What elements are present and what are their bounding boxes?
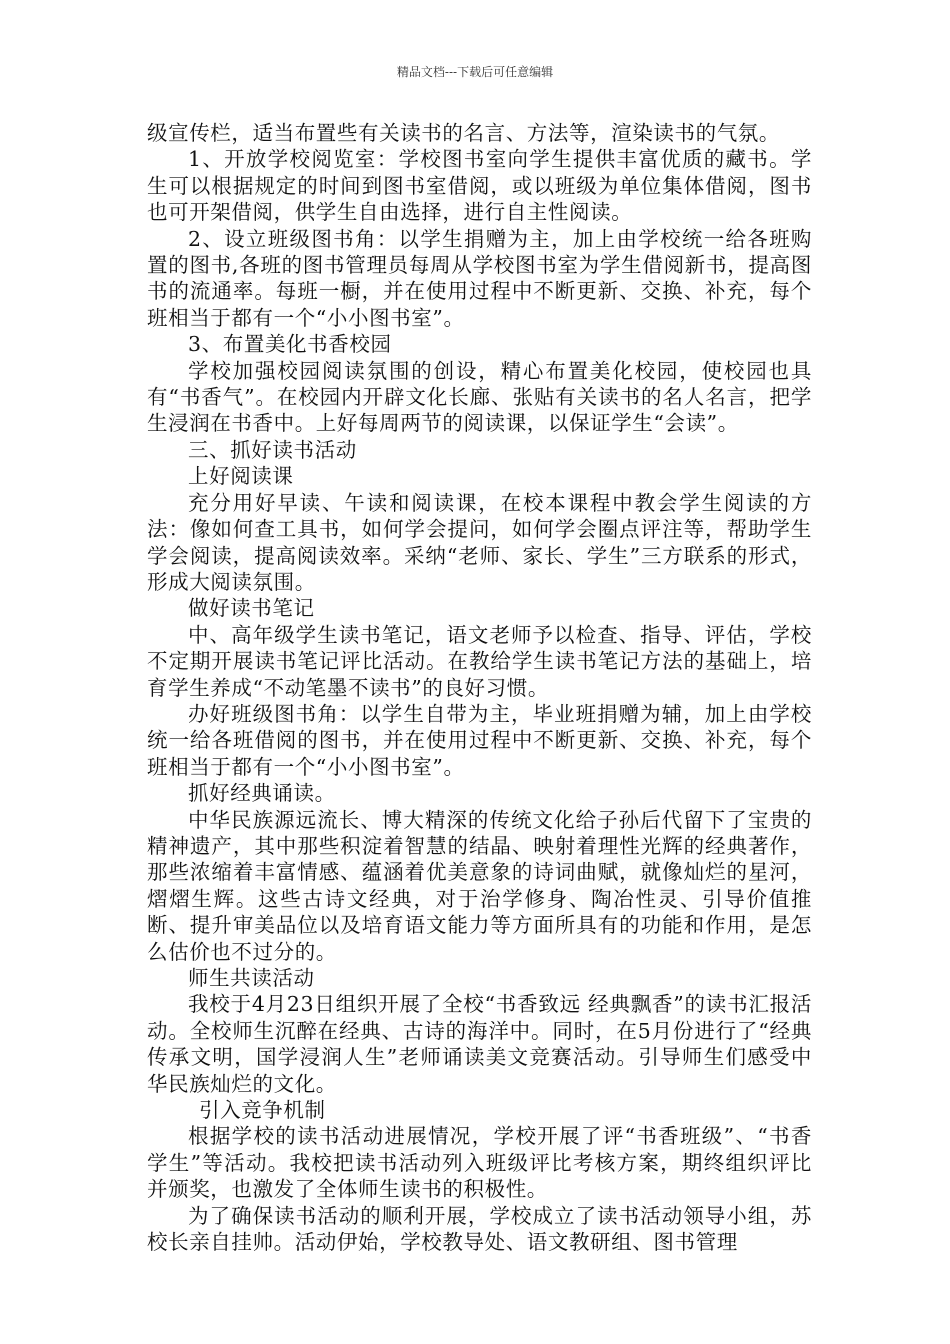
subheading-competition: 引入竞争机制 <box>199 1098 326 1123</box>
subheading-reading-class: 上好阅读课 <box>188 464 294 489</box>
subheading-joint-reading: 师生共读活动 <box>188 966 315 990</box>
document-body <box>147 120 812 1255</box>
page-header: 精品文档---下载后可任意编辑 <box>396 65 554 79</box>
paragraph-11: 办好班级图书角：以学生自带为主，毕业班捐赠为辅，加上由学校统一给各班借阅的图书，并在使用过程中不断更新、交换、补充，每个班相当于都有一个“小小图书室”。 <box>147 701 812 779</box>
subheading-classic-recitation: 抓好经典诵读。 <box>188 781 336 806</box>
paragraph-1: 级宣传栏，适当布置些有关读书的名言、方法等，渲染读书的气氛。 <box>147 121 780 145</box>
subheading-reading-notes: 做好读书笔记 <box>188 596 315 621</box>
paragraph-10: 中、高年级学生读书笔记，语文老师予以检查、指导、评估，学校不定期开展读书笔记评比活动。在教给学生读书笔记方法的基础上，培育学生养成“不动笔墨不读书”的良好习惯。 <box>147 622 812 700</box>
section-heading-activities: 三、抓好读书活动 <box>188 437 357 462</box>
paragraph-8: 充分用好早读、午读和阅读课，在校本课程中教会学生阅读的方法：像如何查工具书，如何学会提问，如何学会圈点评注等，帮助学生学会阅读，提高阅读效率。采纳“老师、家长、学生”三方联系的形式，形成大阅读氛围。 <box>147 490 812 594</box>
paragraph-13: 中华民族源远流长、博大精深的传统文化给子孙后代留下了宝贵的精神遗产，其中那些积淀着智慧的结晶、映射着理性光辉的经典著作，那些浓缩着丰富情感、蕴涵着优美意象的诗词曲赋，就像灿烂的星河，熠熠生辉。这些古诗文经典，对于治学修身、陶冶性灵、引导价值推断、提升审美品位以及培育语文能力等方面所具有的功能和作用，是怎么估价也不过分的。 <box>147 807 812 964</box>
paragraph-5: 学校加强校园阅读氛围的创设，精心布置美化校园，使校园也具有“书香气”。在校园内开辟文化长廊、张贴有关读书的名人名言，把学生浸润在书香中。上好每周两节的阅读课，以保证学生“会读”。 <box>147 358 812 436</box>
paragraph-18: 为了确保读书活动的顺利开展，学校成立了读书活动领导小组，苏校长亲自挂帅。活动伊始，学校教导处、语文教研组、图书管理 <box>147 1203 812 1255</box>
paragraph-4: 3、布置美化书香校园 <box>188 332 392 357</box>
paragraph-2: 1、开放学校阅览室：学校图书室向学生提供丰富优质的藏书。学生可以根据规定的时间到图书室借阅，或以班级为单位集体借阅，图书也可开架借阅，供学生自由选择，进行自主性阅读。 <box>147 147 812 225</box>
paragraph-3: 2、设立班级图书角：以学生捐赠为主，加上由学校统一给各班购置的图书,各班的图书管理员每周从学校图书室为学生借阅新书，提高图书的流通率。每班一橱，并在使用过程中不断更新、交换、补充，每个班相当于都有一个“小小图书室”。 <box>147 226 812 330</box>
paragraph-15: 我校于4月23日组织开展了全校“书香致远 经典飘香”的读书汇报活动。全校师生沉醉在经典、古诗的海洋中。同时，在5月份进行了“经典传承文明，国学浸润人生”老师诵读美文竞赛活动。引导师生们感受中华民族灿烂的文化。 <box>147 992 812 1096</box>
paragraph-17: 根据学校的读书活动进展情况，学校开展了评“书香班级”、“书香学生”等活动。我校把读书活动列入班级评比考核方案，期终组织评比并颁奖，也激发了全体师生读书的积极性。 <box>147 1124 812 1202</box>
